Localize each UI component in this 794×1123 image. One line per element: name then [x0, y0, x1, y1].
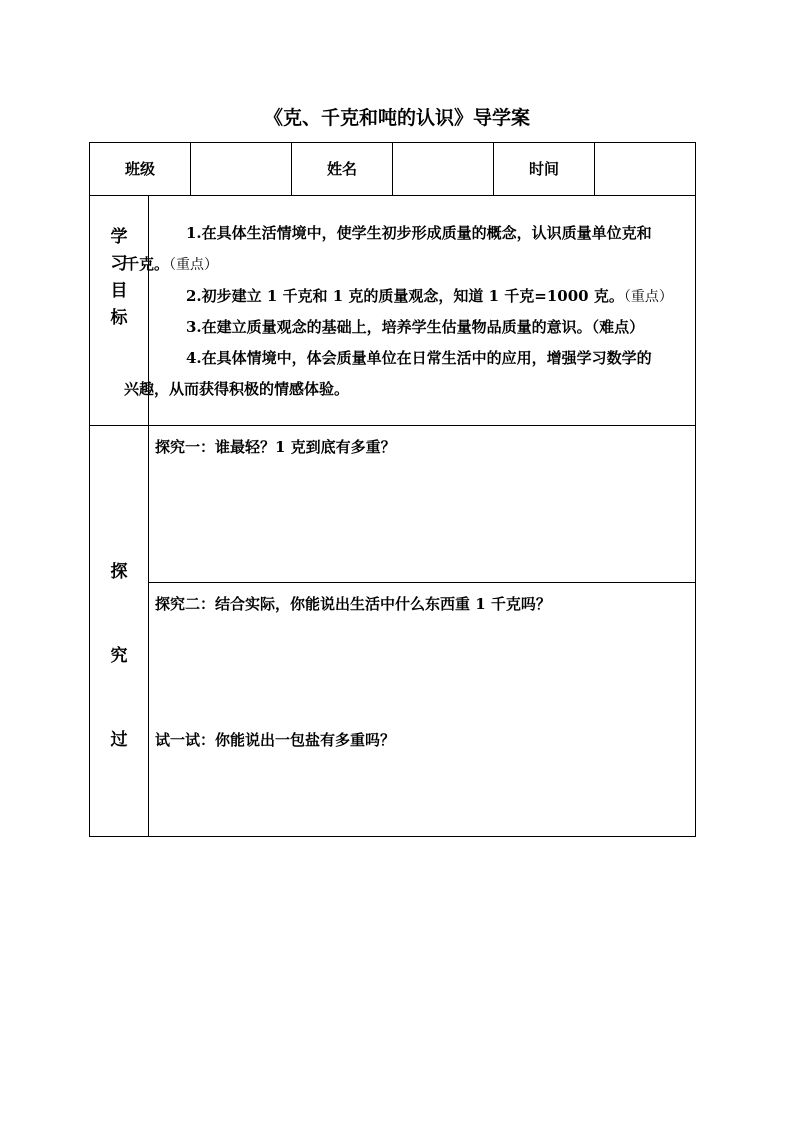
objective-3	[155, 312, 690, 343]
info-column-divider-5	[594, 142, 595, 195]
objective-2	[155, 281, 690, 313]
learning-objectives-label-char: 目	[110, 281, 128, 301]
exploration-answer-area-1[interactable]	[149, 462, 695, 581]
table-row-divider-exploration	[148, 582, 696, 583]
exploration-answer-area-3[interactable]	[149, 755, 695, 836]
objective-1	[124, 218, 690, 281]
objective-4-main: 4.在具体情境中，体会质量单位在日常生活中的应用，增强学习数学的	[186, 349, 652, 367]
objective-2-note: （重点）	[623, 289, 673, 305]
exploration-label-char-3: 过	[110, 730, 128, 750]
info-column-divider-3	[392, 142, 393, 195]
objective-1-continuation: 千克。	[124, 255, 170, 273]
objective-2-main: 2.初步建立 1 千克和 1 克的质量观念，知道 1 千克=1000 克。	[186, 287, 624, 305]
objective-1-note: （重点）	[169, 257, 219, 273]
objective-3-main: 3.在建立质量观念的基础上，培养学生估量物品质量的意识。（难点）	[186, 318, 645, 336]
info-column-divider-1	[190, 142, 191, 195]
exploration-prompt-2: 探究二：结合实际，你能说出生活中什么东西重 1 千克吗？	[155, 595, 551, 613]
table-row-divider-info	[89, 195, 696, 196]
objective-1-main: 1.在具体生活情境中，使学生初步形成质量的概念，认识质量单位克和	[186, 224, 652, 242]
exploration-prompt-3: 试一试：你能说出一包盐有多重吗？	[155, 731, 396, 749]
document-title: 《克、千克和吨的认识》导学案	[263, 107, 530, 129]
objective-4-continuation: 兴趣，从而获得积极的情感体验。	[124, 380, 350, 398]
learning-objectives-label	[91, 224, 147, 332]
exploration-answer-area-2[interactable]	[149, 619, 695, 724]
exploration-label-char-2: 究	[110, 646, 128, 666]
learning-objectives-label-char: 标	[110, 308, 128, 328]
time-label: 时间	[528, 160, 559, 178]
learning-objectives-label-char: 习	[110, 254, 128, 274]
table-row-divider-objectives	[89, 425, 696, 426]
exploration-label-char-1: 探	[110, 562, 128, 582]
objective-4	[124, 343, 690, 405]
name-label: 姓名	[326, 160, 357, 178]
learning-objectives-label-char: 学	[110, 227, 128, 247]
exploration-prompt-1: 探究一：谁最轻？1 克到底有多重？	[155, 438, 396, 456]
class-label: 班级	[124, 160, 155, 178]
